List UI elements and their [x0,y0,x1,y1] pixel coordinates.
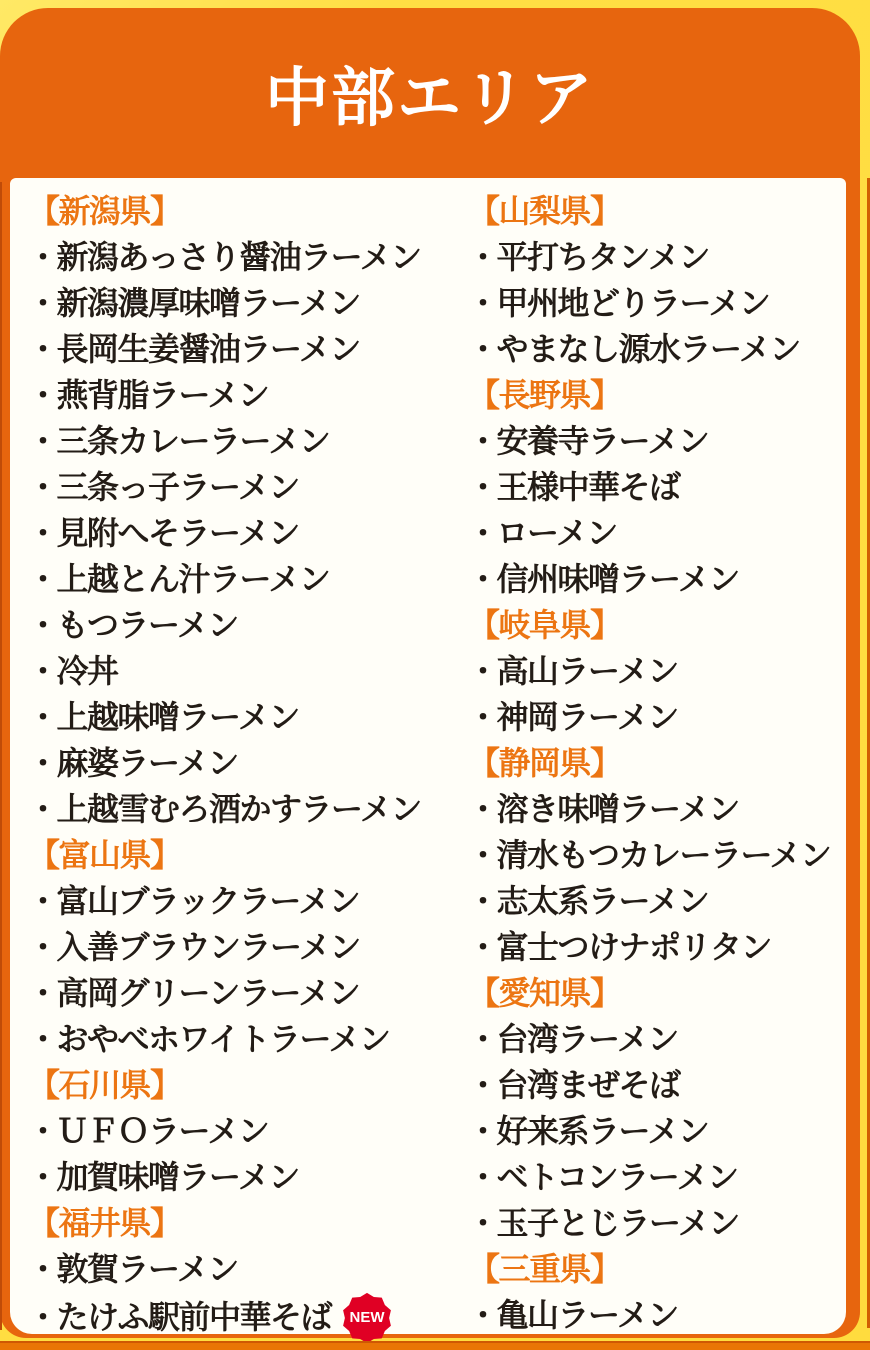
ramen-item [28,1108,468,1154]
bullet: ・ [468,471,497,506]
bullet: ・ [28,241,57,276]
ramen-item-label: もつラーメン [56,606,238,644]
ramen-item-label: 上越雪むろ酒かすラーメン [56,790,421,828]
bullet: ・ [28,701,57,736]
ramen-item [28,326,468,372]
ramen-item-label: 新潟濃厚味噌ラーメン [56,284,360,322]
prefecture-header: 【静岡県】 [468,744,621,782]
prefecture-header: 【長野県】 [468,376,621,414]
ramen-item-label: やまなし源水ラーメン [496,330,800,368]
bullet: ・ [468,333,497,368]
bullet: ・ [28,793,57,828]
ramen-item-label: 見附へそラーメン [56,514,299,552]
ramen-item-label: 台湾ラーメン [496,1020,678,1058]
ramen-item-label: 麻婆ラーメン [56,744,238,782]
ramen-item [468,832,846,878]
ramen-item-label: 富山ブラックラーメン [56,882,360,920]
ramen-item-label: 三条カレーラーメン [56,422,330,460]
ramen-item [28,924,468,970]
ramen-item-label: 富士つけナポリタン [496,928,772,966]
bullet: ・ [28,379,57,414]
bullet: ・ [28,655,57,690]
ramen-item-label: ローメン [496,514,617,552]
ramen-item-label: ベトコンラーメン [496,1158,738,1196]
ramen-item-label: 信州味噌ラーメン [496,560,739,598]
bullet: ・ [468,701,497,736]
prefecture-header: 【新潟県】 [28,192,181,230]
ramen-item-label: 亀山ラーメン [496,1296,678,1334]
ramen-list-panel [10,178,846,1334]
ramen-item-label: 上越とん汁ラーメン [56,560,330,598]
ramen-item-label: 高山ラーメン [496,652,678,690]
prefecture-header: 【福井県】 [28,1204,181,1242]
ramen-item-label: 長岡生姜醤油ラーメン [56,330,360,368]
ramen-item-label: 神岡ラーメン [496,698,678,736]
ramen-item-label: 三条っ子ラーメン [56,468,299,506]
ramen-item-label: おやべホワイトラーメン [56,1020,390,1058]
ramen-item [28,1292,468,1338]
ramen-item [468,1108,846,1154]
ramen-item [468,1062,846,1108]
ramen-item [28,970,468,1016]
new-badge-label: NEW [349,1309,385,1326]
bullet: ・ [28,977,57,1012]
prefecture-header: 【岐阜県】 [468,606,621,644]
ramen-item-label: 王様中華そば [496,468,680,506]
ramen-item [28,786,468,832]
ramen-item [28,464,468,510]
ramen-item [468,326,846,372]
ramen-item-label: 平打ちタンメン [496,238,710,276]
ramen-item [468,1200,846,1246]
bullet: ・ [28,1023,57,1058]
bullet: ・ [28,609,57,644]
ramen-item [28,602,468,648]
ramen-item [28,556,468,602]
ramen-item-label: 加賀味噌ラーメン [56,1158,299,1196]
bullet: ・ [468,241,497,276]
bullet: ・ [468,1115,497,1150]
ramen-item-label: 冷丼 [56,652,118,690]
ramen-item [28,418,468,464]
bullet: ・ [28,333,57,368]
prefecture-header: 【石川県】 [28,1066,181,1104]
ramen-item [468,1154,846,1200]
bullet: ・ [28,425,57,460]
bullet: ・ [468,1207,497,1242]
bullet: ・ [28,931,57,966]
bullet: ・ [468,563,497,598]
area-title: 中部エリア [265,62,595,134]
bullet: ・ [28,1115,57,1150]
ramen-item [468,786,846,832]
bullet: ・ [468,885,497,920]
bullet: ・ [468,1161,497,1196]
ramen-item-label: 好来系ラーメン [496,1112,709,1150]
bullet: ・ [28,517,57,552]
bullet: ・ [468,655,497,690]
area-card [0,8,860,1338]
ramen-item-label: 新潟あっさり醤油ラーメン [56,238,421,276]
ramen-item-label: 清水もつカレーラーメン [496,836,831,874]
ramen-item [468,924,846,970]
ramen-item-label: 甲州地どりラーメン [496,284,770,322]
ramen-item [28,740,468,786]
bullet: ・ [468,839,497,874]
ramen-item [468,464,846,510]
ramen-item-label: 台湾まぜそば [496,1066,680,1104]
ramen-item [28,648,468,694]
adjacent-card-edge-left [0,182,2,1330]
bullet: ・ [468,287,497,322]
ramen-item [28,1154,468,1200]
ramen-item-label: 上越味噌ラーメン [56,698,299,736]
ramen-item-label: 志太系ラーメン [496,882,709,920]
ramen-item [28,510,468,556]
ramen-item [468,280,846,326]
bullet: ・ [468,793,497,828]
bullet: ・ [468,425,497,460]
bullet: ・ [468,1023,497,1058]
ramen-item [468,1016,846,1062]
bullet: ・ [28,1161,57,1196]
ramen-item-label: 安養寺ラーメン [496,422,709,460]
ramen-item [28,878,468,924]
prefecture-header: 【三重県】 [468,1250,621,1288]
ramen-item [28,372,468,418]
ramen-item-label: たけふ駅前中華そば [56,1298,332,1336]
bullet: ・ [28,1301,57,1336]
ramen-item [28,234,468,280]
ramen-item [468,878,846,924]
ramen-item-label: 燕背脂ラーメン [56,376,269,414]
new-badge [341,1292,393,1344]
ramen-item [468,648,846,694]
bullet: ・ [28,885,57,920]
ramen-item [468,418,846,464]
list-column [468,188,846,1334]
bullet: ・ [468,517,497,552]
ramen-item [468,510,846,556]
ramen-item-label: 高岡グリーンラーメン [56,974,360,1012]
bullet: ・ [28,563,57,598]
bullet: ・ [28,1253,57,1288]
ramen-item [468,694,846,740]
bullet: ・ [468,1299,497,1334]
ramen-item [468,1292,846,1338]
prefecture-header: 【富山県】 [28,836,181,874]
bullet: ・ [28,747,57,782]
ramen-item-label: 玉子とじラーメン [496,1204,739,1242]
list-column [28,188,468,1334]
ramen-item-label: 溶き味噌ラーメン [496,790,739,828]
ramen-item-label: 敦賀ラーメン [56,1250,238,1288]
prefecture-header: 【愛知県】 [468,974,621,1012]
ramen-item-label: ＵＦＯラーメン [56,1112,269,1150]
ramen-item-label: 入善ブラウンラーメン [56,928,360,966]
bullet: ・ [28,471,57,506]
ramen-item [468,234,846,280]
bullet: ・ [28,287,57,322]
ramen-item [28,280,468,326]
bullet: ・ [468,1069,497,1104]
prefecture-header: 【山梨県】 [468,192,621,230]
ramen-item [28,1246,468,1292]
ramen-item [28,694,468,740]
ramen-item [28,1016,468,1062]
bullet: ・ [468,931,497,966]
ramen-item [468,556,846,602]
adjacent-card-edge-bottom [0,1341,870,1350]
